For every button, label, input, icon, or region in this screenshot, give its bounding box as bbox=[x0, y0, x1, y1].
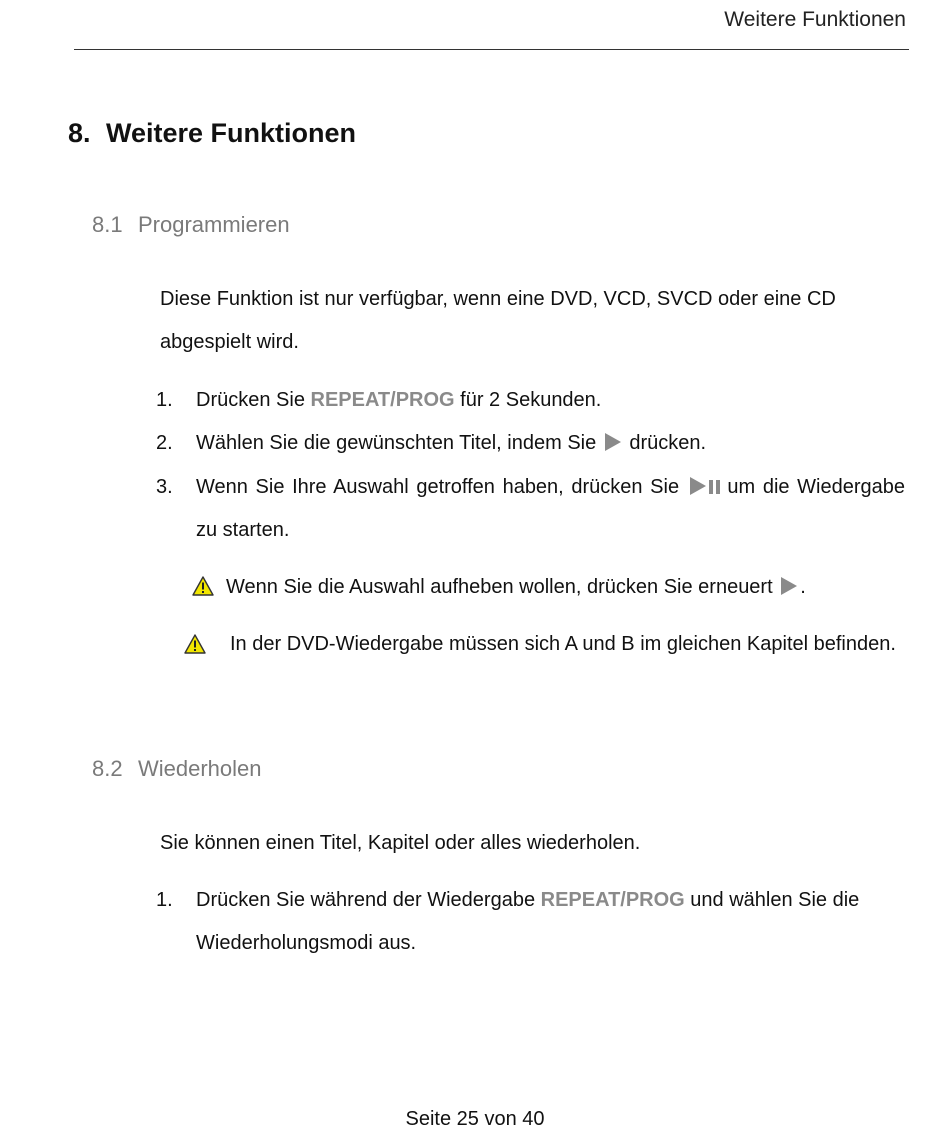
list-number: 2. bbox=[156, 432, 173, 454]
list-number: 1. bbox=[156, 889, 173, 911]
section-intro: Diese Funktion ist nur verfügbar, wenn eine DVD, VCD, SVCD oder eine CD abgespielt wird. bbox=[160, 288, 836, 353]
chapter-title bbox=[68, 118, 356, 149]
list-item: 1. Drücken Sie REPEAT/PROG für 2 Sekunden. bbox=[156, 379, 905, 422]
section-title-text: Wiederholen bbox=[138, 756, 262, 781]
keyword-repeat-prog: REPEAT/PROG bbox=[540, 889, 685, 911]
warning-note-text: In der DVD-Wiedergabe müssen sich A und B im gleichen Kapitel befinden. bbox=[230, 633, 896, 655]
play-pause-icon bbox=[687, 476, 720, 498]
running-header: Weitere Funktionen bbox=[724, 8, 906, 31]
list-item: 2. Wählen Sie die gewünschten Titel, indem Sie drücken. bbox=[156, 422, 905, 465]
list-item: 1. Drücken Sie während der Wiedergabe REPEAT/PROG und wählen Sie die Wiederholungsmodi aus. bbox=[156, 879, 905, 965]
list-number: 3. bbox=[156, 476, 173, 498]
section-title-programmieren bbox=[92, 212, 290, 238]
list-number: 1. bbox=[156, 389, 173, 411]
play-triangle-icon bbox=[605, 433, 621, 451]
chapter-number: 8. bbox=[68, 118, 91, 148]
play-triangle-icon bbox=[781, 577, 797, 595]
keyword-repeat-prog: REPEAT/PROG bbox=[310, 389, 455, 411]
page-number-footer: Seite 25 von 40 bbox=[405, 1108, 545, 1130]
chapter-title-text: Weitere Funktionen bbox=[106, 118, 357, 148]
section-number: 8.1 bbox=[92, 212, 123, 237]
warning-icon bbox=[192, 576, 214, 596]
section-title-text: Programmieren bbox=[138, 212, 290, 237]
section-intro: Sie können einen Titel, Kapitel oder alles wiederholen. bbox=[160, 832, 641, 854]
warning-note: Wenn Sie die Auswahl aufheben wollen, drücken Sie erneuert . bbox=[192, 566, 905, 609]
header-divider bbox=[74, 49, 909, 50]
section-title-wiederholen bbox=[92, 756, 262, 782]
warning-note bbox=[184, 623, 905, 666]
warning-icon bbox=[184, 634, 206, 654]
section-number: 8.2 bbox=[92, 756, 123, 781]
list-item: 3. Wenn Sie Ihre Auswahl getroffen haben, drücken Sie um die Wiedergabe zu starten. bbox=[156, 466, 905, 552]
